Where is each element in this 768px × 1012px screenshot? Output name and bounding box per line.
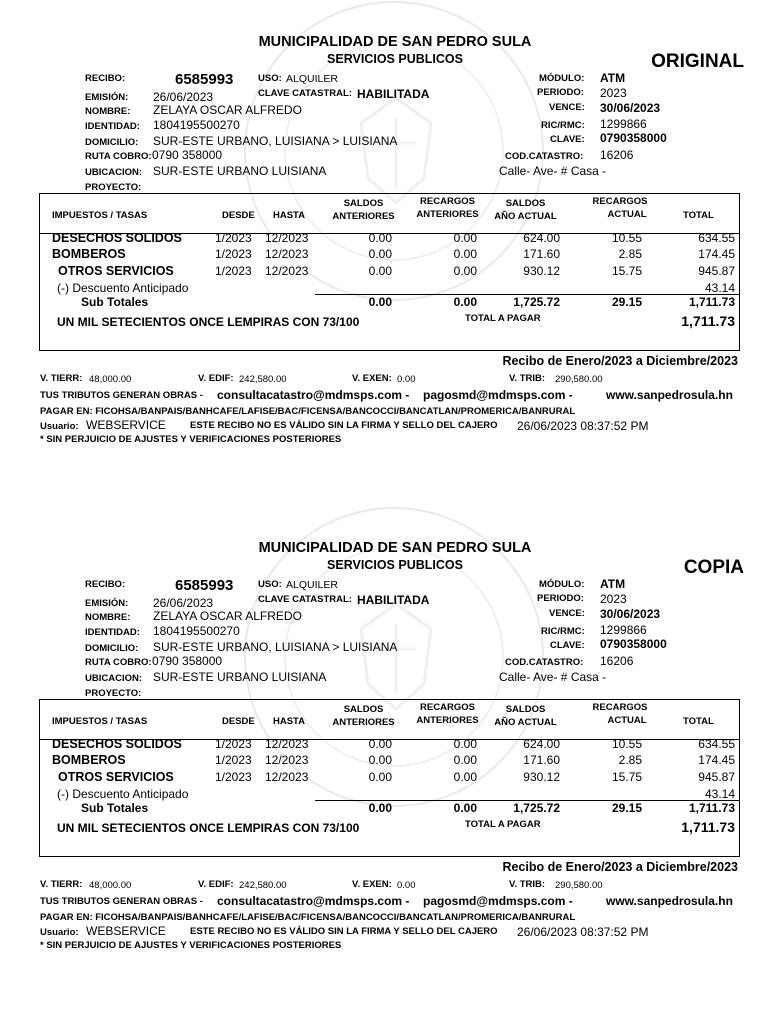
uso-value: ALQUILER [286,579,338,591]
ubicacion-value: SUR-ESTE URBANO LUISIANA [153,670,327,684]
municipality-title: MUNICIPALIDAD DE SAN PEDRO SULA [258,34,532,50]
email-pagos[interactable]: pagosmd@mdmsps.com - [423,388,573,402]
descuento-label: (-) Descuento Anticipado [57,281,189,295]
domicilio-label: DOMICILIO: [85,643,139,654]
row-saldos-actual: 171.60 [523,247,560,261]
row-saldos-anteriores: 0.00 [368,231,392,245]
identidad-label: IDENTIDAD: [85,121,140,132]
row-saldos-actual: 930.12 [523,264,560,278]
identidad-value: 1804195500270 [153,624,240,638]
v-edif-value: 242,580.00 [239,880,287,891]
periodo-label: PERIODO: [537,593,584,604]
clave-label: CLAVE: [550,134,585,145]
emision-label: EMISIÓN: [85,92,129,103]
uso-label: USO: [258,73,282,84]
periodo-value: 2023 [600,592,627,606]
row-recargos-actual: 10.55 [611,737,642,751]
subtotal-recargos-actual: 29.15 [611,295,642,309]
usuario-label: Usuario: [40,927,79,938]
row-recargos-anteriores: 0.00 [453,770,477,784]
v-exen-label: V. EXEN: [352,879,392,890]
v-exen-value: 0.00 [397,880,416,891]
row-saldos-anteriores: 0.00 [368,247,392,261]
row-total: 634.55 [698,737,735,751]
row-recargos-actual: 15.75 [611,770,642,784]
row-hasta: 12/2023 [265,231,309,245]
v-exen-value: 0.00 [397,374,416,385]
cod-catastro-label: COD.CATASTRO: [505,151,584,162]
v-trib-label: V. TRIB: [509,879,546,890]
row-total: 174.45 [698,753,735,767]
subtotal-total: 1,711.73 [688,801,735,815]
periodo-label: PERIODO: [537,87,584,98]
direccion-value: Calle- Ave- # Casa - [499,670,607,684]
nombre-value: ZELAYA OSCAR ALFREDO [153,609,302,623]
row-saldos-anteriores: 0.00 [368,770,392,784]
subtotal-recargos-anteriores: 0.00 [453,295,477,309]
col-header-saldos-anteriores: SALDOS ANTERIORES [332,198,395,222]
v-tierr-value: 48,000.00 [89,880,132,891]
domicilio-label: DOMICILIO: [85,137,139,148]
total-a-pagar-label: TOTAL A PAGAR [465,313,541,324]
v-edif-value: 242,580.00 [239,374,287,385]
subtotal-saldos-actual: 1,725.72 [513,801,560,815]
row-hasta: 12/2023 [265,770,309,784]
proyecto-label: PROYECTO: [85,182,142,193]
col-header-recargos-anteriores: RECARGOS ANTERIORES [416,196,479,220]
total-a-pagar-label: TOTAL A PAGAR [465,819,541,830]
v-tierr-label: V. TIERR: [40,373,83,384]
row-saldos-anteriores: 0.00 [368,264,392,278]
row-desde: 1/2023 [215,737,252,751]
cod-catastro-label: COD.CATASTRO: [505,657,584,668]
clave-catastral-value: HABILITADA [357,87,430,101]
emision-value: 26/06/2023 [153,90,214,104]
ubicacion-label: UBICACION: [85,167,142,178]
uso-value: ALQUILER [286,73,338,85]
recibo-periodo: Recibo de Enero/2023 a Diciembre/2023 [502,860,738,874]
department-title: SERVICIOS PUBLICOS [327,558,463,572]
clave-value: 0790358000 [600,131,667,145]
ric-rmc-value: 1299866 [600,623,647,637]
clave-catastral-label: CLAVE CATASTRAL: [258,88,352,99]
cod-catastro-value: 16206 [600,654,634,668]
descuento-value: 43.14 [704,281,735,295]
descuento-label: (-) Descuento Anticipado [57,787,189,801]
vence-label: VENCE: [549,608,585,619]
row-saldos-actual: 930.12 [523,770,560,784]
recibo-number: 6585993 [175,71,234,88]
receipt-original [0,0,768,470]
v-edif-label: V. EDIF: [198,373,234,384]
receipt-copia [0,506,768,976]
v-edif-label: V. EDIF: [198,879,234,890]
emision-label: EMISIÓN: [85,598,129,609]
ajustes-notice: * SIN PERJUICIO DE AJUSTES Y VERIFICACIONES POSTERIORES [40,434,342,445]
row-recargos-actual: 2.85 [618,247,642,261]
ric-rmc-label: RIC/RMC: [541,120,585,131]
total-a-pagar-value: 1,711.73 [681,819,735,835]
v-trib-value: 290,580.00 [555,374,603,385]
col-header-total: TOTAL [683,210,714,221]
vence-value: 30/06/2023 [600,607,661,621]
row-desde: 1/2023 [215,753,252,767]
row-recargos-anteriores: 0.00 [453,753,477,767]
identidad-label: IDENTIDAD: [85,627,140,638]
emision-value: 26/06/2023 [153,596,214,610]
obras-slogan: TUS TRIBUTOS GENERAN OBRAS - [40,896,203,907]
email-pagos[interactable]: pagosmd@mdmsps.com - [423,894,573,908]
subtotal-total: 1,711.73 [688,295,735,309]
row-recargos-anteriores: 0.00 [453,247,477,261]
row-recargos-actual: 15.75 [611,264,642,278]
col-header-saldos-actual: SALDOS AÑO ACTUAL [494,198,557,222]
row-desde: 1/2023 [215,231,252,245]
email-catastro[interactable]: consultacatastro@mdmsps.com - [217,388,410,402]
clave-value: 0790358000 [600,637,667,651]
pagar-en-banks: PAGAR EN: FICOHSA/BANPAIS/BANHCAFE/LAFISE/BAC/FICENSA/BANCOCCI/BANCATLAN/PROMERICA/BANRURAL [40,912,576,923]
row-name: OTROS SERVICIOS [58,770,174,784]
row-saldos-actual: 171.60 [523,753,560,767]
validez-notice: ESTE RECIBO NO ES VÁLIDO SIN LA FIRMA Y SELLO DEL CAJERO [190,926,498,937]
row-recargos-actual: 2.85 [618,753,642,767]
col-header-total: TOTAL [683,716,714,727]
subtotal-saldos-anteriores: 0.00 [368,295,392,309]
row-saldos-anteriores: 0.00 [368,737,392,751]
ruta-cobro-label: RUTA COBRO: [85,151,152,162]
row-name: BOMBEROS [52,247,126,261]
col-header-saldos-actual: SALDOS AÑO ACTUAL [494,704,557,728]
descuento-value: 43.14 [704,787,735,801]
row-recargos-actual: 10.55 [611,231,642,245]
row-total: 634.55 [698,231,735,245]
row-desde: 1/2023 [215,264,252,278]
domicilio-value: SUR-ESTE URBANO, LUISIANA > LUISIANA [153,134,398,148]
usuario-label: Usuario: [40,421,79,432]
row-recargos-anteriores: 0.00 [453,737,477,751]
uso-label: USO: [258,579,282,590]
row-name: BOMBEROS [52,753,126,767]
clave-catastral-label: CLAVE CATASTRAL: [258,594,352,605]
col-header-saldos-anteriores: SALDOS ANTERIORES [332,704,395,728]
recibo-periodo: Recibo de Enero/2023 a Diciembre/2023 [502,354,738,368]
clave-label: CLAVE: [550,640,585,651]
clave-catastral-value: HABILITADA [357,593,430,607]
pagar-en-banks: PAGAR EN: FICOHSA/BANPAIS/BANHCAFE/LAFISE/BAC/FICENSA/BANCOCCI/BANCATLAN/PROMERICA/BANRURAL [40,406,576,417]
ubicacion-label: UBICACION: [85,673,142,684]
obras-slogan: TUS TRIBUTOS GENERAN OBRAS - [40,390,203,401]
row-recargos-anteriores: 0.00 [453,264,477,278]
row-hasta: 12/2023 [265,264,309,278]
v-trib-label: V. TRIB: [509,373,546,384]
row-total: 945.87 [698,770,735,784]
col-header-desde: DESDE [222,716,255,727]
recibo-label: RECIBO: [85,73,126,84]
domicilio-value: SUR-ESTE URBANO, LUISIANA > LUISIANA [153,640,398,654]
direccion-value: Calle- Ave- # Casa - [499,164,607,178]
subtotales-label: Sub Totales [81,295,149,309]
modulo-label: MÓDULO: [539,73,585,84]
vence-value: 30/06/2023 [600,101,661,115]
row-hasta: 12/2023 [265,753,309,767]
subtotal-saldos-anteriores: 0.00 [368,801,392,815]
col-header-recargos-actual: RECARGOS ACTUAL [592,702,648,726]
proyecto-label: PROYECTO: [85,688,142,699]
col-header-impuestos: IMPUESTOS / TASAS [52,716,148,727]
amount-in-words: UN MIL SETECIENTOS ONCE LEMPIRAS CON 73/100 [57,821,360,835]
row-recargos-anteriores: 0.00 [453,231,477,245]
usuario-value: WEBSERVICE [86,418,166,432]
ruta-cobro-label: RUTA COBRO: [85,657,152,668]
row-name: DESECHOS SOLIDOS [52,231,182,245]
usuario-value: WEBSERVICE [86,924,166,938]
ruta-cobro-value: 0790 358000 [152,148,223,162]
nombre-value: ZELAYA OSCAR ALFREDO [153,103,302,117]
recibo-label: RECIBO: [85,579,126,590]
website-link[interactable]: www.sanpedrosula.hn [606,388,733,402]
row-hasta: 12/2023 [265,737,309,751]
website-link[interactable]: www.sanpedrosula.hn [606,894,733,908]
department-title: SERVICIOS PUBLICOS [327,52,463,66]
ubicacion-value: SUR-ESTE URBANO LUISIANA [153,164,327,178]
row-saldos-anteriores: 0.00 [368,753,392,767]
row-name: DESECHOS SOLIDOS [52,737,182,751]
v-tierr-value: 48,000.00 [89,374,132,385]
col-header-desde: DESDE [222,210,255,221]
row-saldos-actual: 624.00 [523,737,560,751]
identidad-value: 1804195500270 [153,118,240,132]
col-header-recargos-actual: RECARGOS ACTUAL [592,196,648,220]
row-total: 174.45 [698,247,735,261]
recibo-number: 6585993 [175,577,234,594]
ajustes-notice: * SIN PERJUICIO DE AJUSTES Y VERIFICACIONES POSTERIORES [40,940,342,951]
municipality-title: MUNICIPALIDAD DE SAN PEDRO SULA [258,540,532,556]
periodo-value: 2023 [600,86,627,100]
validez-notice: ESTE RECIBO NO ES VÁLIDO SIN LA FIRMA Y SELLO DEL CAJERO [190,420,498,431]
row-saldos-actual: 624.00 [523,231,560,245]
cod-catastro-value: 16206 [600,148,634,162]
modulo-label: MÓDULO: [539,579,585,590]
email-catastro[interactable]: consultacatastro@mdmsps.com - [217,894,410,908]
row-hasta: 12/2023 [265,247,309,261]
v-trib-value: 290,580.00 [555,880,603,891]
col-header-recargos-anteriores: RECARGOS ANTERIORES [416,702,479,726]
v-exen-label: V. EXEN: [352,373,392,384]
nombre-label: NOMBRE: [85,106,131,117]
modulo-value: ATM [600,71,626,85]
col-header-impuestos: IMPUESTOS / TASAS [52,210,148,221]
subtotal-saldos-actual: 1,725.72 [513,295,560,309]
col-header-hasta: HASTA [273,210,306,221]
subtotal-recargos-anteriores: 0.00 [453,801,477,815]
nombre-label: NOMBRE: [85,612,131,623]
ruta-cobro-value: 0790 358000 [152,654,223,668]
v-tierr-label: V. TIERR: [40,879,83,890]
row-desde: 1/2023 [215,770,252,784]
fecha-hora: 26/06/2023 08:37:52 PM [517,925,649,939]
copy-badge: COPIA [683,557,744,578]
row-desde: 1/2023 [215,247,252,261]
row-name: OTROS SERVICIOS [58,264,174,278]
subtotal-recargos-actual: 29.15 [611,801,642,815]
row-total: 945.87 [698,264,735,278]
copy-badge: ORIGINAL [651,51,744,72]
ric-rmc-value: 1299866 [600,117,647,131]
modulo-value: ATM [600,577,626,591]
ric-rmc-label: RIC/RMC: [541,626,585,637]
total-a-pagar-value: 1,711.73 [681,313,735,329]
vence-label: VENCE: [549,102,585,113]
fecha-hora: 26/06/2023 08:37:52 PM [517,419,649,433]
col-header-hasta: HASTA [273,716,306,727]
amount-in-words: UN MIL SETECIENTOS ONCE LEMPIRAS CON 73/100 [57,315,360,329]
subtotales-label: Sub Totales [81,801,149,815]
